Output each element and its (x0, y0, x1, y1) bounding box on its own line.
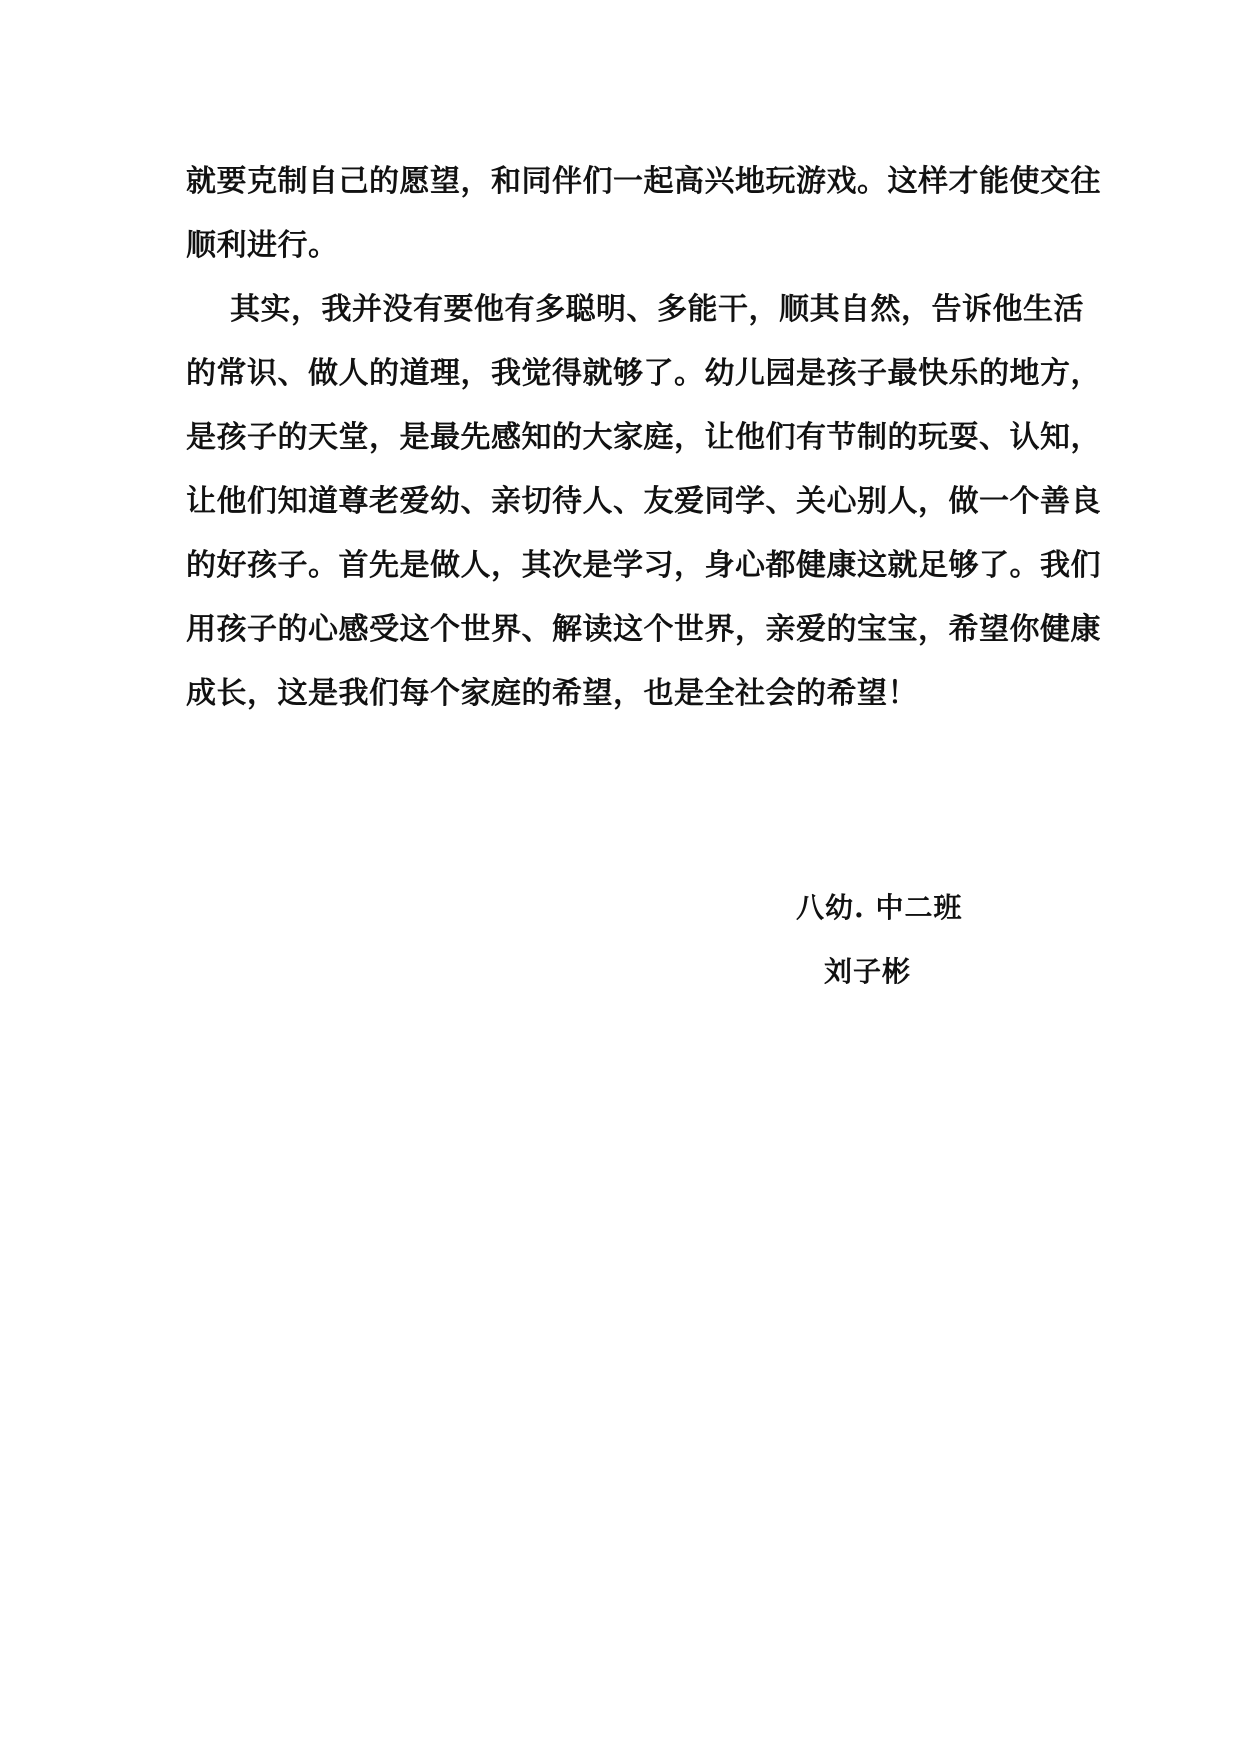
paragraph-line: 的好孩子。首先是做人，其次是学习，身心都健康这就足够了。我们 (186, 548, 1101, 583)
paragraph-line: 的常识、做人的道理，我觉得就够了。幼儿园是孩子最快乐的地方， (186, 356, 1101, 391)
signature-author: 刘子彬 (824, 955, 912, 988)
paragraph-line: 用孩子的心感受这个世界、解读这个世界，亲爱的宝宝，希望你健康 (186, 612, 1101, 647)
signature-block (796, 876, 963, 1004)
paragraph-line: 就要克制自己的愿望，和同伴们一起高兴地玩游戏。这样才能使交往 (186, 164, 1101, 199)
signature-class: 八幼. 中二班 (796, 891, 963, 924)
paragraph-line: 顺利进行。 (186, 228, 339, 263)
paragraph-line: 成长，这是我们每个家庭的希望，也是全社会的希望！ (186, 676, 918, 711)
paragraph-line: 让他们知道尊老爱幼、亲切待人、友爱同学、关心别人，做一个善良 (186, 484, 1101, 519)
paragraph-line: 其实，我并没有要他有多聪明、多能干，顺其自然，告诉他生活 (230, 292, 1084, 327)
paragraph-line: 是孩子的天堂，是最先感知的大家庭，让他们有节制的玩耍、认知， (186, 420, 1101, 455)
paragraph-2 (186, 278, 1101, 726)
letter-body (186, 150, 1101, 726)
paragraph-1 (186, 150, 1101, 278)
